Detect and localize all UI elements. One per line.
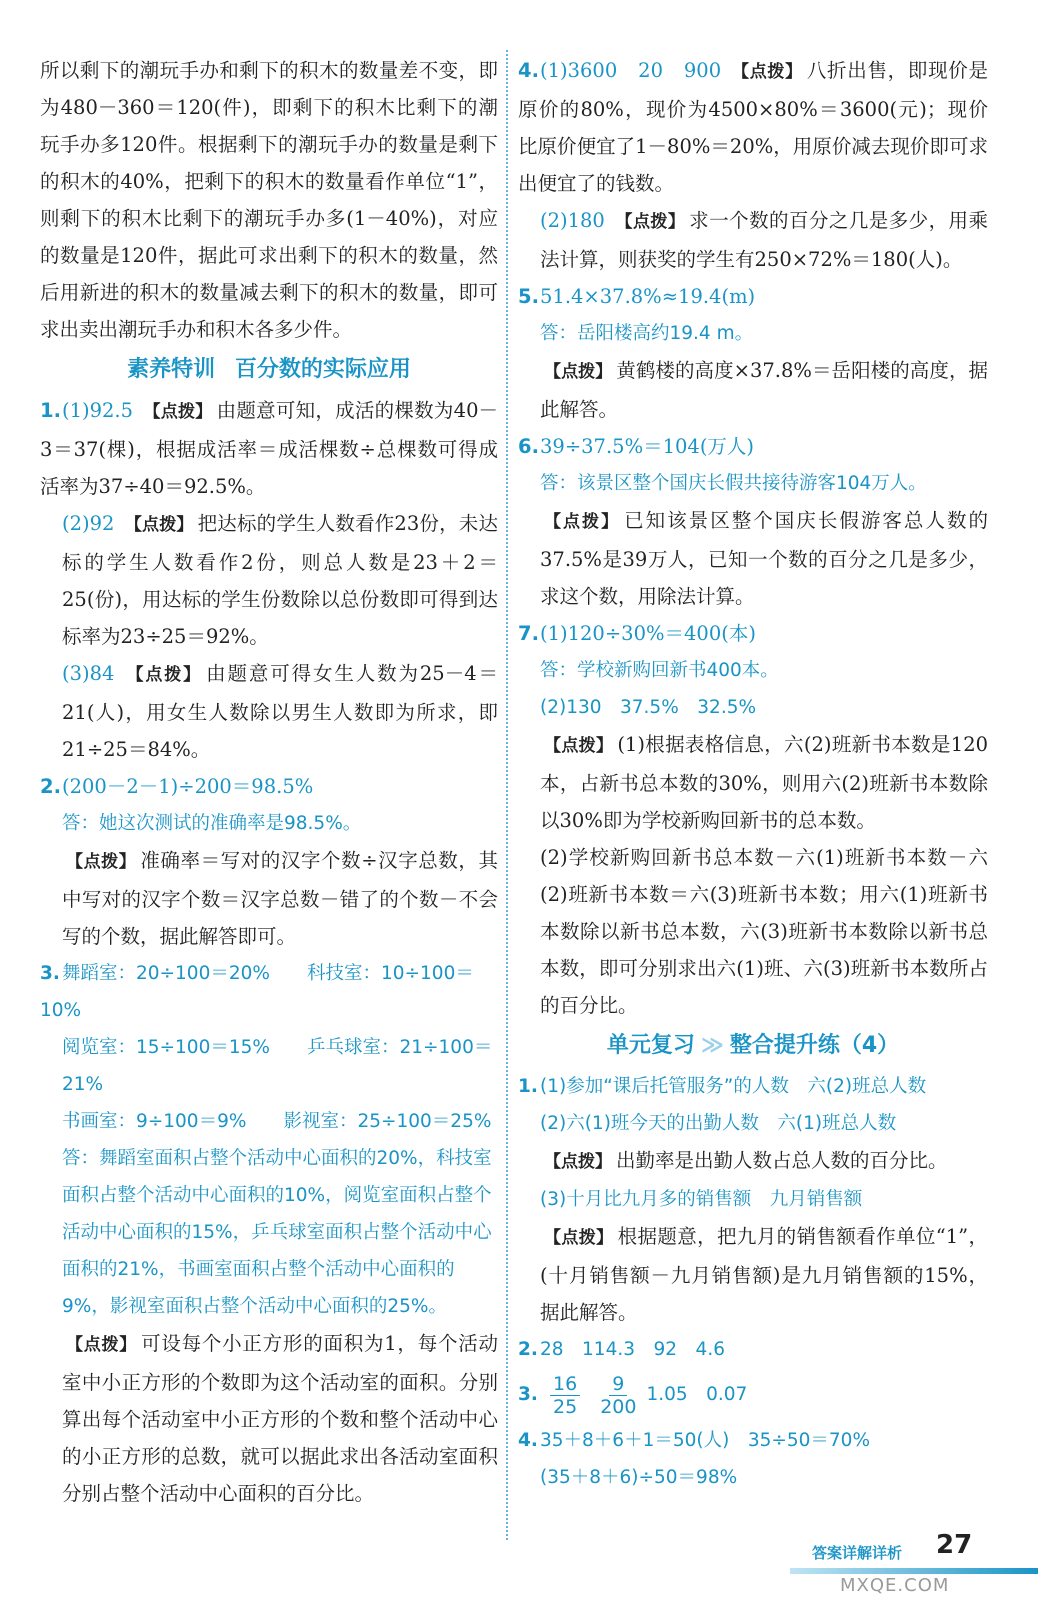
q2-answer: 答：她这次测试的准确率是98.5%。 <box>62 813 362 834</box>
fraction-denominator: 200 <box>600 1395 637 1418</box>
r1-hint-1 <box>518 1142 988 1181</box>
q3-cell: 书画室：9÷100＝9% <box>62 1111 247 1132</box>
q1-1-answer: (1)92.5 <box>62 399 134 422</box>
q3-explanation: 可设每个小正方形的面积为1，每个活动室中小正方形的个数即为这个活动室的面积。分别算出每个活动室中小正方形的个数和整个活动中心的小正方形的总数，就可以据此求出各活动室面积分别占整个活动中心面积的百分比。 <box>62 1332 498 1505</box>
q1-number: 1. <box>40 399 61 422</box>
q4-number: 4. <box>518 59 539 82</box>
q3-number: 3. <box>40 963 60 984</box>
section-title-review: 单元复习 ≫ 整合提升练（4） <box>606 1033 900 1058</box>
q7-explanation-b: (2)学校新购回新书总本数－六(1)班新书本数－六(2)班新书本数＝六(3)班新书本数；用六(1)班新书本数除以新书总本数，六(3)班新书本数除以新书总本数，即可分别求出六(1)班、六(3)班新书本数所占的百分比。 <box>540 846 988 1017</box>
r3-fraction-1 <box>550 1373 580 1418</box>
q3-row-2 <box>40 1029 498 1103</box>
q7-1-expression: (1)120÷30%＝400(本) <box>540 622 756 645</box>
footer-wave-decoration <box>790 1568 1038 1574</box>
r1-1 <box>518 1068 988 1105</box>
q7-1 <box>518 615 988 652</box>
q1-1 <box>40 392 498 505</box>
q1-3-answer: (3)84 <box>62 662 115 685</box>
hint-label: 【点拨】 <box>544 362 613 382</box>
q5-number: 5. <box>518 285 539 308</box>
q3-hint <box>40 1325 498 1512</box>
q5 <box>518 278 988 315</box>
q4-2 <box>518 202 988 278</box>
hint-label: 【点拨】 <box>544 1152 612 1172</box>
left-column <box>40 52 498 1512</box>
q6-expression: 39÷37.5%＝104(万人) <box>540 435 755 458</box>
fraction-denominator: 25 <box>553 1395 578 1418</box>
q6 <box>518 428 988 465</box>
hint-label: 【点拨】 <box>732 62 803 82</box>
q4-1-answer: (1)3600 20 900 <box>540 59 722 82</box>
r1-hint-1-text: 出勤率是出勤人数占总人数的百分比。 <box>616 1149 948 1172</box>
r1-number: 1. <box>518 1076 538 1097</box>
q3-cell: 阅览室：15÷100＝15% <box>62 1037 270 1058</box>
r4-line-1 <box>518 1422 988 1459</box>
r2-number: 2. <box>518 1339 538 1360</box>
r1-2-answer: (2)六(1)班今天的出勤人数 六(1)班总人数 <box>540 1113 897 1134</box>
q5-expression: 51.4×37.8%≈19.4(m) <box>540 285 756 308</box>
q6-number: 6. <box>518 435 539 458</box>
footer-label: 答案详解详析 <box>812 1544 903 1562</box>
hint-label: 【点拨】 <box>544 512 621 532</box>
r3-fraction-2 <box>600 1373 636 1418</box>
section-title-part-b: 百分数的实际应用 <box>234 357 411 382</box>
q6-explanation: 已知该景区整个国庆长假游客总人数的37.5%是39万人，已知一个数的百分之几是多少，求这个数，用除法计算。 <box>540 509 988 608</box>
q2-number: 2. <box>40 775 61 798</box>
hint-label: 【点拨】 <box>124 515 194 535</box>
q4-2-answer: (2)180 <box>540 209 605 232</box>
q7-hint <box>518 726 988 839</box>
section-title-part-a: 素养特训 <box>127 357 216 382</box>
r2-answer: 28 114.3 92 4.6 <box>540 1339 725 1360</box>
r1-hint-2 <box>518 1218 988 1331</box>
q7-number: 7. <box>518 622 539 645</box>
q3-row-3 <box>40 1103 498 1140</box>
watermark: MXQE.COM <box>840 1575 950 1596</box>
q3-row-1 <box>40 955 498 1029</box>
r4-line-1-text: 35＋8＋6＋1＝50(人) 35÷50＝70% <box>540 1430 871 1451</box>
q1-3-explanation: 由题意可得女生人数为25－4＝21(人)，用女生人数除以男生人数即为所求，即21÷25＝84%。 <box>62 662 498 761</box>
q2-hint <box>40 842 498 955</box>
q3-answer: 答：舞蹈室面积占整个活动中心面积的20%，科技室面积占整个活动中心面积的10%，阅览室面积占整个活动中心面积的15%，乒乓球室面积占整个活动中心面积的21%，书画室面积占整个活动中心面积的9%，影视室面积占整个活动中心面积的25%。 <box>62 1148 492 1317</box>
q3-cell: 乒乓球室：21÷100＝21% <box>62 1037 493 1095</box>
r2 <box>518 1331 988 1368</box>
q2 <box>40 768 498 805</box>
section-title-part-b: 整合提升练（4） <box>729 1033 900 1058</box>
column-divider <box>506 50 508 1540</box>
section-title-practical <box>40 352 498 388</box>
q7-explanation-a: (1)根据表格信息，六(2)班新书本数是120本，占新书总本数的30%，则用六(2)班新书本数除以30%即为学校新购回新书的总本数。 <box>540 733 989 832</box>
r3 <box>518 1368 988 1422</box>
q6-hint <box>518 502 988 615</box>
q5-hint <box>518 352 988 428</box>
right-column <box>518 52 988 1496</box>
q5-explanation: 黄鹤楼的高度×37.8%＝岳阳楼的高度，据此解答。 <box>540 359 989 421</box>
q3-cell: 科技室：10÷100＝10% <box>40 963 474 1021</box>
r1-hint-2-text: 根据题意，把九月的销售额看作单位“1”，(十月销售额－九月销售额)是九月销售额的15%，据此解答。 <box>540 1225 988 1324</box>
q7-2-answer: (2)130 37.5% 32.5% <box>540 697 757 718</box>
r4-number: 4. <box>518 1430 538 1451</box>
r4-line-2: (35＋8＋6)÷50＝98% <box>540 1467 738 1488</box>
r1-1-answer: (1)参加“课后托管服务”的人数 六(2)班总人数 <box>540 1076 927 1097</box>
q6-answer: 答：该景区整个国庆长假共接待游客104万人。 <box>540 473 927 494</box>
hint-label: 【点拨】 <box>544 1228 614 1248</box>
q4-2-explanation: 求一个数的百分之几是多少，用乘法计算，则获奖的学生有250×72%＝180(人)。 <box>540 209 988 271</box>
r3-rest: 1.05 0.07 <box>646 1384 748 1405</box>
fraction-numerator: 16 <box>550 1373 580 1396</box>
r1-3-answer: (3)十月比九月多的销售额 九月销售额 <box>540 1189 863 1210</box>
q1-2-explanation: 把达标的学生人数看作23份，未达标的学生人数看作2份，则总人数是23＋2＝25(份)，用达标的学生份数除以总份数即可得到达标率为23÷25＝92%。 <box>62 512 498 648</box>
intro-paragraph: 所以剩下的潮玩手办和剩下的积木的数量差不变，即为480－360＝120(件)，即剩下的积木比剩下的潮玩手办多120件。根据剩下的潮玩手办的数量是剩下的积木的40%，把剩下的积木的数量看作单位“1”，则剩下的积木比剩下的潮玩手办多(1－40%)，对应的数量是120件，据此可求出剩下的积木的数量，然后用新进的积木的数量减去剩下的积木的数量，即可求出卖出潮玩手办和积木各多少件。 <box>40 59 498 341</box>
q3-cell: 舞蹈室：20÷100＝20% <box>62 963 270 984</box>
q7-answer: 答：学校新购回新书400本。 <box>540 660 779 681</box>
fraction-numerator: 9 <box>609 1373 627 1396</box>
q2-expression: (200－2－1)÷200＝98.5% <box>62 775 314 798</box>
hint-label: 【点拨】 <box>143 402 213 422</box>
hint-label: 【点拨】 <box>66 1335 138 1355</box>
q1-3 <box>40 655 498 768</box>
hint-label: 【点拨】 <box>615 212 686 232</box>
q4-1 <box>518 52 988 202</box>
q4-1-explanation: 八折出售，即现价是原价的80%，现价为4500×80%＝3600(元)；现价比原价便宜了1－80%＝20%，用原价减去现价即可求出便宜了的钱数。 <box>518 59 988 195</box>
q2-explanation: 准确率＝写对的汉字个数÷汉字总数，其中写对的汉字个数＝汉字总数－错了的个数－不会写的个数，据此解答即可。 <box>62 849 499 948</box>
page-number: 27 <box>936 1530 973 1560</box>
hint-label: 【点拨】 <box>66 852 137 872</box>
q1-2-answer: (2)92 <box>62 512 115 535</box>
r3-number: 3. <box>518 1384 538 1405</box>
q5-answer: 答：岳阳楼高约19.4 m。 <box>540 323 754 344</box>
hint-label: 【点拨】 <box>126 665 203 685</box>
q1-1-explanation: 由题意可知，成活的棵数为40－3＝37(棵)，根据成活率＝成活棵数÷总棵数可得成活率为37÷40＝92.5%。 <box>40 399 498 498</box>
q3-cell: 影视室：25÷100＝25% <box>283 1111 492 1132</box>
hint-label: 【点拨】 <box>544 736 614 756</box>
section-title-part-a: 单元复习 <box>606 1033 695 1058</box>
q1-2 <box>40 505 498 655</box>
